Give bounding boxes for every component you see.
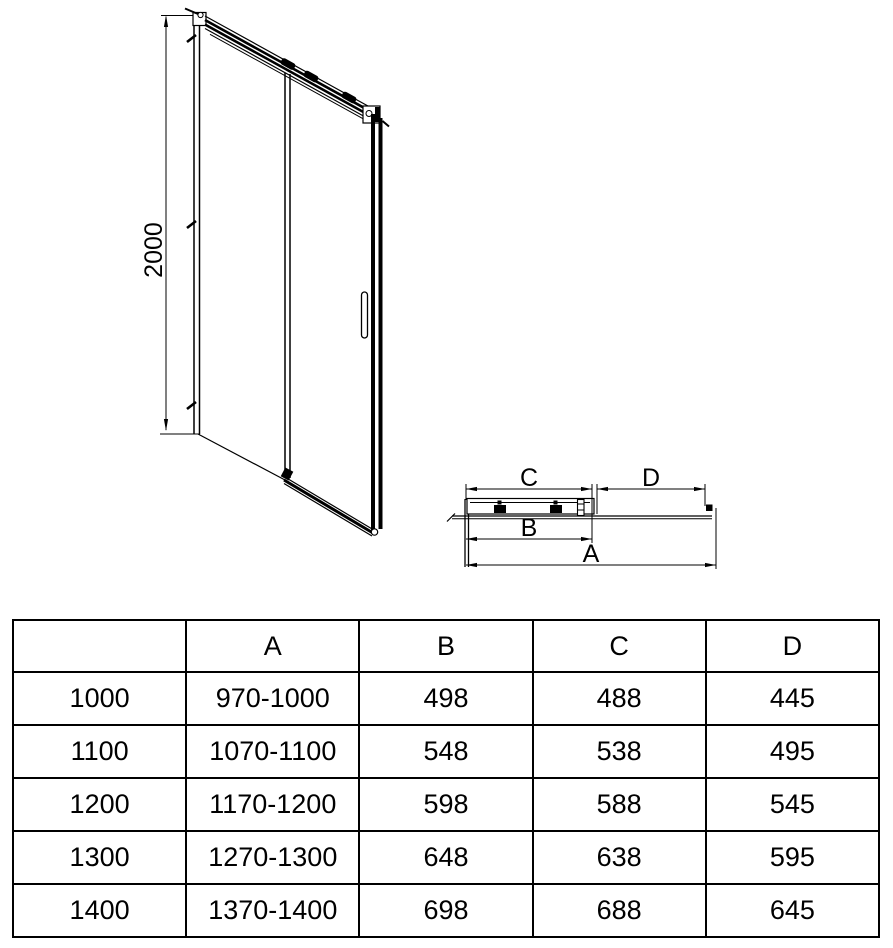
dimension-a (466, 540, 716, 568)
header-c: C (533, 620, 706, 672)
glass-panels (198, 73, 290, 480)
cell-a: 1370-1400 (186, 884, 359, 937)
top-rail (205, 16, 389, 127)
table-row (13, 884, 879, 937)
table-row (13, 725, 879, 778)
cell-b: 498 (359, 672, 532, 725)
dimension-c-label: C (519, 464, 539, 492)
cell-a: 1070-1100 (186, 725, 359, 778)
table-row (13, 778, 879, 831)
arrow-down-icon (164, 419, 168, 431)
dimension-b-label: B (520, 514, 538, 542)
header-size (13, 620, 186, 672)
cell-b: 548 (359, 725, 532, 778)
cell-c: 588 (533, 778, 706, 831)
bottom-rail (281, 467, 378, 536)
left-wall-profile (185, 9, 206, 435)
cell-size: 1400 (13, 884, 186, 937)
cell-d: 545 (706, 778, 879, 831)
header-a: A (186, 620, 359, 672)
bottom-rail-end-cap (371, 529, 377, 535)
table-row (13, 831, 879, 884)
table-row (13, 672, 879, 725)
roller-clamp (280, 57, 297, 70)
section-wall-bracket (706, 505, 713, 512)
cell-size: 1200 (13, 778, 186, 831)
cell-c: 688 (533, 884, 706, 937)
cell-size: 1000 (13, 672, 186, 725)
arrow-up-icon (164, 15, 168, 27)
sliding-glass-bottom-edge (198, 434, 285, 480)
cell-b: 648 (359, 831, 532, 884)
right-wall-profile (373, 114, 381, 530)
front-view-drawing (140, 9, 389, 537)
size-spec-table (12, 619, 880, 938)
cell-b: 598 (359, 778, 532, 831)
dimension-d (597, 464, 705, 492)
cell-c: 488 (533, 672, 706, 725)
cell-size: 1300 (13, 831, 186, 884)
cell-d: 445 (706, 672, 879, 725)
dimension-c (466, 464, 592, 492)
cell-d: 595 (706, 831, 879, 884)
cell-a: 970-1000 (186, 672, 359, 725)
cell-a: 1270-1300 (186, 831, 359, 884)
header-d: D (706, 620, 879, 672)
cell-a: 1170-1200 (186, 778, 359, 831)
dimension-b (466, 514, 592, 542)
cell-d: 645 (706, 884, 879, 937)
dimension-d-label: D (641, 464, 661, 492)
section-roller-left (494, 505, 506, 513)
cell-size: 1100 (13, 725, 186, 778)
section-sliding-panel (467, 499, 594, 516)
header-b: B (359, 620, 532, 672)
cell-c: 638 (533, 831, 706, 884)
table-header-row (13, 620, 879, 672)
top-view-drawing (447, 464, 716, 569)
section-handle (578, 500, 585, 516)
door-handle (362, 292, 368, 338)
dimension-a-label: A (582, 540, 600, 568)
cell-b: 698 (359, 884, 532, 937)
section-roller-right (550, 505, 562, 513)
cell-d: 495 (706, 725, 879, 778)
height-dimension-label: 2000 (140, 222, 168, 278)
cell-c: 538 (533, 725, 706, 778)
